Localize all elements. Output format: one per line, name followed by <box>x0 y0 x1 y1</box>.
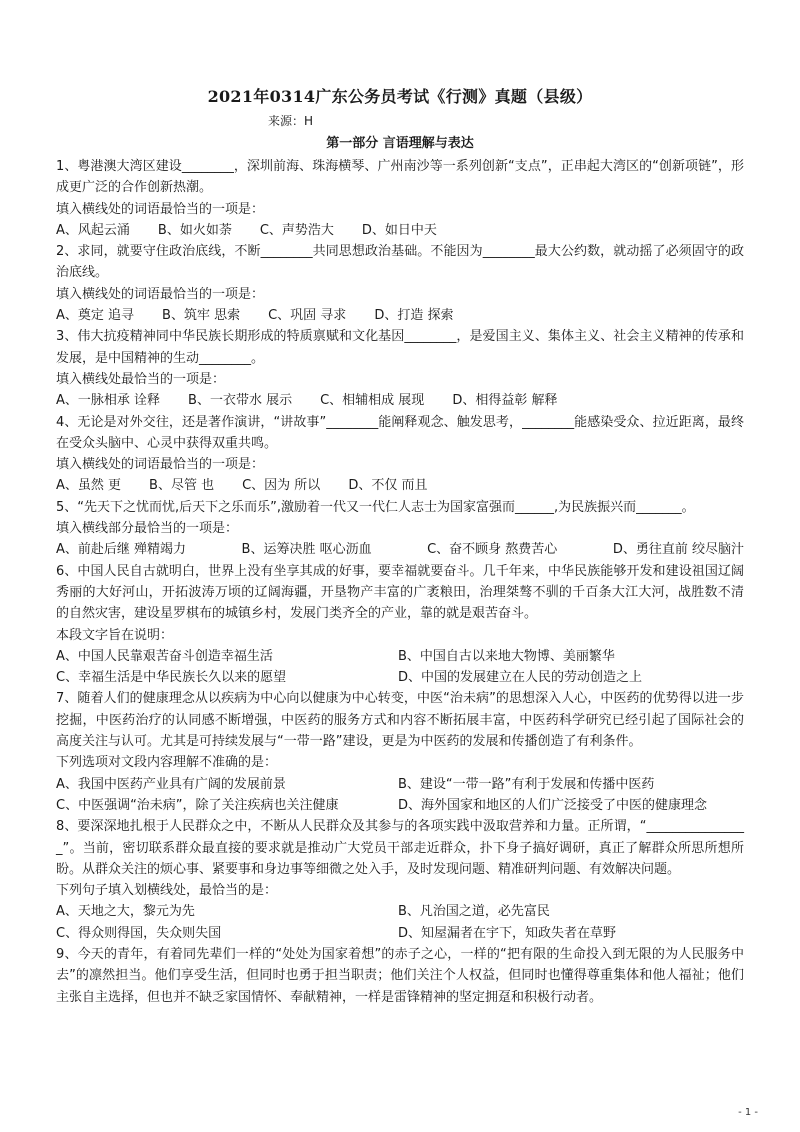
document-title: 2021年0314广东公务员考试《行测》真题（县级） <box>207 87 593 106</box>
question-8-stem: 8、要深深地扎根于人民群众之中，不断从人民群众及其参与的各项实践中汲取营养和力量。正所谓，“________________”。当前，密切联系群众最直接的要求就是推动广大党员干部走近群众，扑下身子搞好调研，真正了解群众所思所想所盼。从群众关注的烦心事、紧要事和身边事等细微之处入手，及时发现问题、精准研判问题、有效解决问题。 <box>56 819 744 877</box>
question-7-option-a: A、我国中医药产业具有广阔的发展前景 <box>56 776 286 792</box>
question-4-stem: 4、无论是对外交往，还是著作演讲，“讲故事”________能阐释观念、触发思考，________能感染受众、拉近距离，最终在受众头脑中、心灵中获得双重共鸣。 <box>56 414 744 451</box>
question-2-option-d: D、打造 探索 <box>374 308 454 324</box>
question-8-option-a: A、天地之大，黎元为先 <box>56 904 195 920</box>
section-heading: 第一部分 言语理解与表达 <box>326 136 474 151</box>
question-1-stem: 1、粤港澳大湾区建设________，深圳前海、珠海横琴、广州南沙等一系列创新“支点”，正串起大湾区的“创新项链”，形成更广泛的合作创新热潮。 <box>56 159 744 196</box>
question-8-option-d: D、知屋漏者在宇下，知政失者在草野 <box>398 925 617 941</box>
question-2-prompt: 填入横线处的词语最恰当的一项是： <box>56 286 265 302</box>
question-6-prompt: 本段文字旨在说明： <box>56 627 174 643</box>
question-4-option-d: D、不仅 而且 <box>348 478 428 494</box>
question-6-option-d: D、中国的发展建立在人民的劳动创造之上 <box>398 670 643 686</box>
question-9-stem: 9、今天的青年，有着同先辈们一样的“处处为国家着想”的赤子之心，一样的“把有限的生命投入到无限的为人民服务中去”的凛然担当。他们享受生活，但同时也勇于担当职责；他们关注个人权益，但同时也懂得尊重集体和他人福祉；他们主张自主选择，但也并不缺乏家国情怀、奉献精神，一样是雷锋精神的坚定拥趸和积极行动者。 <box>56 946 744 1005</box>
question-5-option-a: A、前赴后继 殚精竭力 <box>56 542 187 558</box>
question-8-options <box>56 901 744 944</box>
question-1-prompt: 填入横线处的词语最恰当的一项是： <box>56 201 265 217</box>
question-2-options <box>56 305 744 326</box>
question-5-option-b: B、运筹决胜 呕心沥血 <box>241 542 372 558</box>
question-1-option-d: D、如日中天 <box>361 222 437 238</box>
question-3-option-b: B、一衣带水 展示 <box>188 393 293 409</box>
question-3-prompt: 填入横线处最恰当的一项是： <box>56 371 226 387</box>
question-1-option-b: B、如火如荼 <box>157 222 232 238</box>
question-4-options <box>56 475 744 496</box>
question-3-option-d: D、相得益彰 解释 <box>452 393 558 409</box>
question-8-prompt: 下列句子填入划横线处，最恰当的是： <box>56 883 278 899</box>
question-2-option-b: B、筑牢 思索 <box>162 308 241 324</box>
question-list <box>56 156 744 1008</box>
question-7-option-d: D、海外国家和地区的人们广泛接受了中医的健康理念 <box>398 797 708 813</box>
question-6-option-a: A、中国人民靠艰苦奋斗创造幸福生活 <box>56 648 273 664</box>
question-5-prompt: 填入横线部分最恰当的一项是： <box>56 521 239 537</box>
question-3-option-c: C、相辅相成 展现 <box>320 393 425 409</box>
question-6-option-b: B、中国自古以来地大物博、美丽繁华 <box>398 648 615 664</box>
question-7-option-b: B、建设“一带一路”有利于发展和传播中医药 <box>398 776 655 792</box>
question-6-stem: 6、中国人民自古就明白，世界上没有坐享其成的好事，要幸福就要奋斗。几千年来，中华民族能够开发和建设祖国辽阔秀丽的大好河山，开拓波涛万顷的辽阔海疆，开垦物产丰富的广袤粮田，治理桀骜不驯的千百条大江大河，战胜数不清的自然灾害，建设星罗棋布的城镇乡村，发展门类齐全的产业，靠的就是艰苦奋斗。 <box>56 563 744 622</box>
question-7-option-c: C、中医强调“治未病”，除了关注疾病也关注健康 <box>56 797 339 813</box>
question-4-prompt: 填入横线处的词语最恰当的一项是： <box>56 457 265 473</box>
question-4-option-c: C、因为 所以 <box>242 478 321 494</box>
question-5-option-d: D、勇往直前 绞尽脑汁 <box>612 542 744 558</box>
question-1-option-c: C、声势浩大 <box>259 222 334 238</box>
question-4-option-b: B、尽管 也 <box>149 478 215 494</box>
question-8-option-c: C、得众则得国，失众则失国 <box>56 925 222 941</box>
question-3-option-a: A、一脉相承 诠释 <box>56 393 161 409</box>
question-6-option-c: C、幸福生活是中华民族长久以来的愿望 <box>56 670 287 686</box>
question-1-options <box>56 220 744 241</box>
question-6-options <box>56 646 744 689</box>
question-2-option-a: A、奠定 追寻 <box>56 308 135 324</box>
question-3-options <box>56 390 744 411</box>
question-4-option-a: A、虽然 更 <box>56 478 122 494</box>
question-7-stem: 7、随着人们的健康理念从以疾病为中心向以健康为中心转变，中医“治未病”的思想深入人心，中医药的优势得以进一步挖掘，中医药治疗的认同感不断增强，中医药的服务方式和内容不断拓展丰富，中医药科学研究已经引起了国际社会的高度关注与认可。尤其是可持续发展与“一带一路”建设，更是为中医药的发展和传播创造了有利条件。 <box>56 691 744 750</box>
source-line: 来源：H <box>268 114 314 128</box>
question-7-prompt: 下列选项对文段内容理解不准确的是： <box>56 755 278 771</box>
question-2-option-c: C、巩固 寻求 <box>268 308 347 324</box>
question-7-options <box>56 774 744 817</box>
question-5-stem: 5、“先天下之忧而忧,后天下之乐而乐”,激励着一代又一代仁人志士为国家富强而______,为民族振兴而_______。 <box>56 499 695 515</box>
question-3-stem: 3、伟大抗疫精神同中华民族长期形成的特质禀赋和文化基因________，是爱国主义、集体主义、社会主义精神的传承和发展，是中国精神的生动________。 <box>56 329 744 366</box>
question-5-options <box>56 539 744 560</box>
question-1-option-a: A、风起云涌 <box>56 222 130 238</box>
page-number: - 1 - <box>738 1107 758 1118</box>
question-5-option-c: C、奋不顾身 熬费苦心 <box>427 542 558 558</box>
question-8-option-b: B、凡治国之道，必先富民 <box>398 904 550 920</box>
question-2-stem: 2、求同，就要守住政治底线，不断________共同思想政治基础。不能因为________最大公约数，就动摇了必须固守的政治底线。 <box>56 244 744 281</box>
